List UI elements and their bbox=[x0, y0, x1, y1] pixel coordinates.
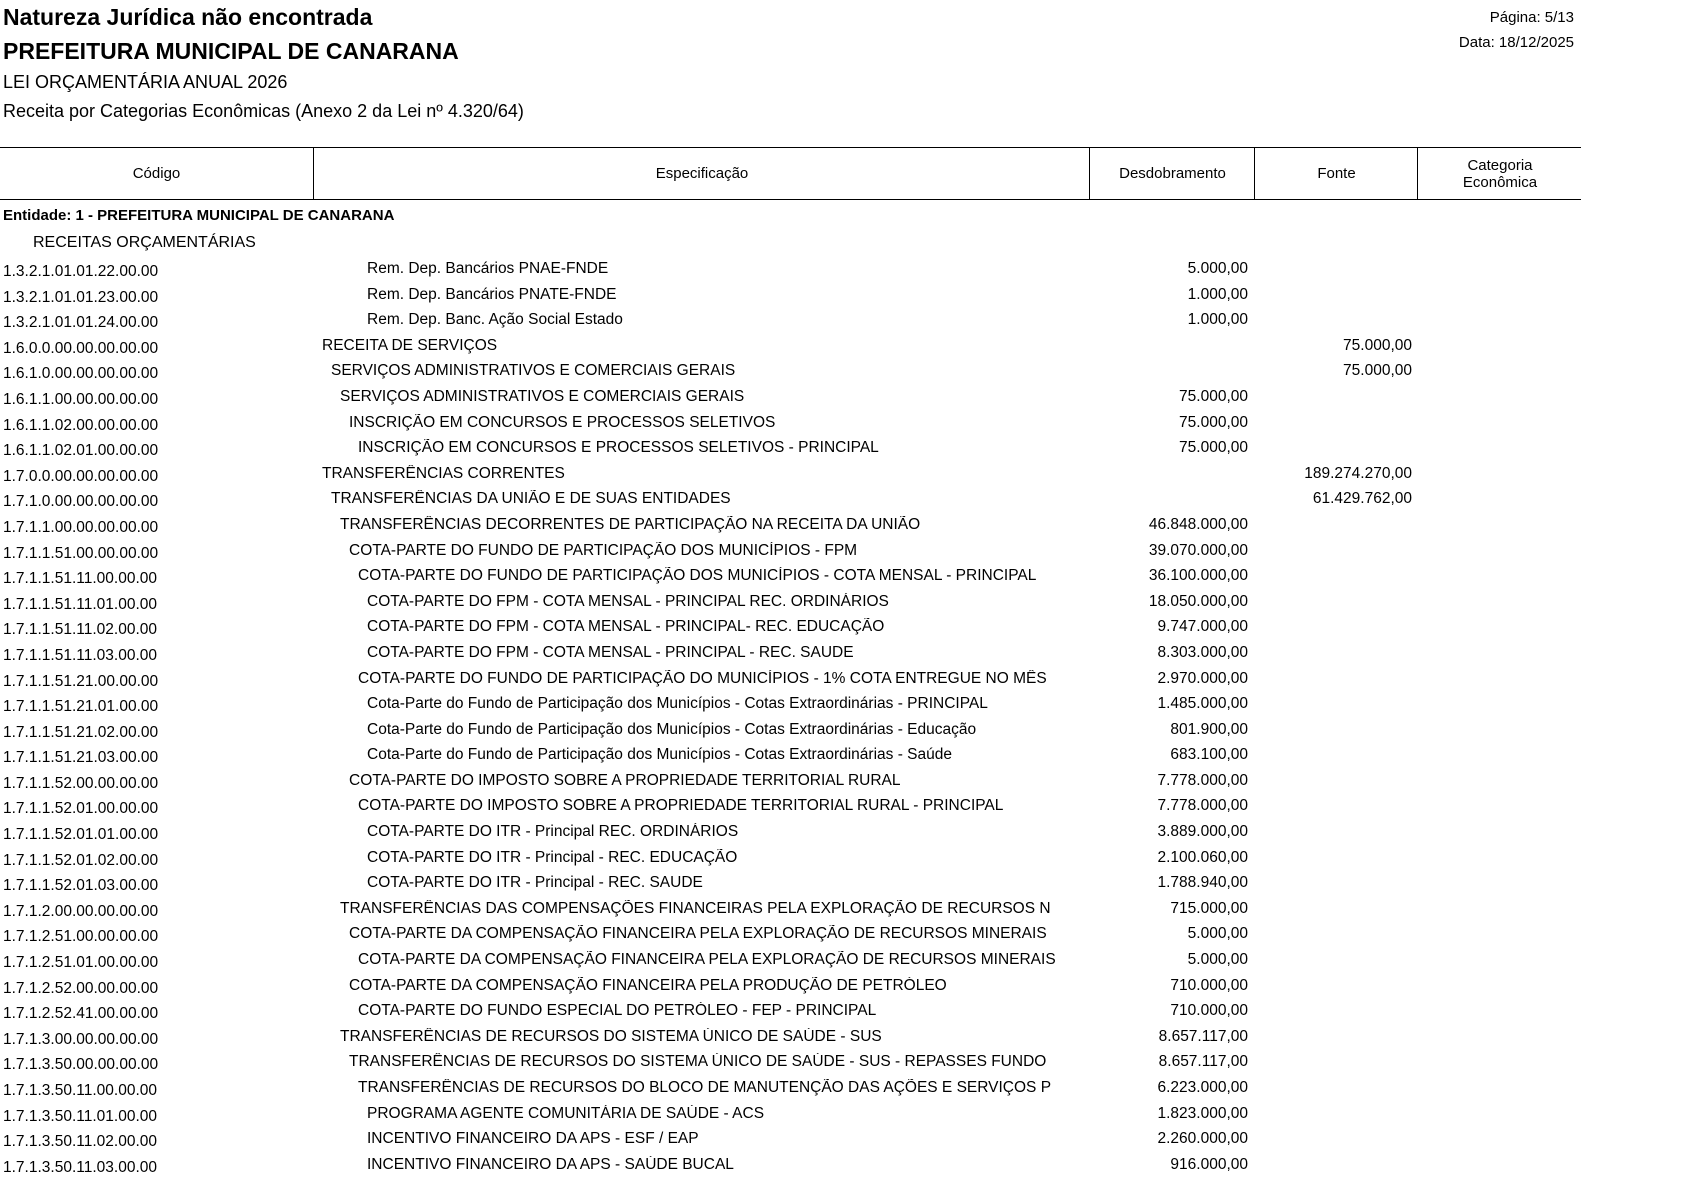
page-info bbox=[1459, 5, 1574, 55]
row-specification-text: COTA-PARTE DA COMPENSAÇÃO FINANCEIRA PELA EXPLORAÇÃO DE RECURSOS MINERAIS bbox=[349, 925, 1047, 943]
table-row bbox=[0, 335, 1684, 361]
column-header-categoria bbox=[1417, 148, 1582, 199]
row-desdobramento: 2.970.000,00 bbox=[1157, 669, 1248, 687]
row-code: 1.7.1.3.50.11.03.00.00 bbox=[3, 1158, 157, 1176]
row-desdobramento: 715.000,00 bbox=[1170, 899, 1248, 917]
row-code: 1.6.1.1.02.00.00.00.00 bbox=[3, 416, 159, 434]
row-desdobramento: 9.747.000,00 bbox=[1157, 618, 1248, 636]
row-code: 1.7.1.0.00.00.00.00.00 bbox=[3, 493, 159, 511]
row-code: 1.7.1.3.00.00.00.00.00 bbox=[3, 1030, 159, 1048]
row-desdobramento: 75.000,00 bbox=[1179, 439, 1248, 457]
row-specification-text: COTA-PARTE DO IMPOSTO SOBRE A PROPRIEDADE TERRITORIAL RURAL bbox=[349, 771, 901, 789]
table-row bbox=[0, 949, 1684, 975]
row-specification bbox=[340, 516, 1080, 534]
row-specification bbox=[367, 644, 1080, 662]
table-row bbox=[0, 744, 1684, 770]
table-row bbox=[0, 821, 1684, 847]
column-header-categoria-line2: Econômica bbox=[1462, 173, 1538, 191]
row-specification bbox=[340, 388, 1080, 406]
row-code: 1.3.2.1.01.01.23.00.00 bbox=[3, 288, 159, 306]
table-row bbox=[0, 898, 1684, 924]
row-code: 1.7.1.1.51.11.03.00.00 bbox=[3, 646, 157, 664]
table-row bbox=[0, 923, 1684, 949]
row-specification bbox=[367, 823, 1080, 841]
row-code: 1.7.1.3.50.11.02.00.00 bbox=[3, 1133, 157, 1151]
row-desdobramento: 916.000,00 bbox=[1170, 1155, 1248, 1173]
row-code: 1.6.1.0.00.00.00.00.00 bbox=[3, 365, 159, 383]
table-row bbox=[0, 719, 1684, 745]
row-fonte: 61.429.762,00 bbox=[1312, 490, 1412, 508]
row-specification-text: TRANSFERÊNCIAS DE RECURSOS DO SISTEMA ÚNICO DE SAÚDE - SUS - REPASSES FUNDO bbox=[349, 1053, 1047, 1071]
row-desdobramento: 5.000,00 bbox=[1187, 260, 1248, 277]
column-header-desdobramento: Desdobramento bbox=[1089, 148, 1255, 199]
row-specification bbox=[349, 414, 1080, 432]
row-specification-text: COTA-PARTE DO FUNDO DE PARTICIPAÇÃO DOS MUNICÍPIOS - FPM bbox=[349, 541, 858, 559]
row-desdobramento: 710.000,00 bbox=[1170, 976, 1248, 994]
row-code: 1.7.1.2.51.01.00.00.00 bbox=[3, 954, 159, 972]
column-header-especificacao: Especificação bbox=[313, 148, 1090, 199]
row-specification-text: COTA-PARTE DO FUNDO ESPECIAL DO PETRÓLEO - FEP - PRINCIPAL bbox=[358, 1002, 877, 1020]
row-code: 1.3.2.1.01.01.24.00.00 bbox=[3, 314, 159, 332]
table-row bbox=[0, 488, 1684, 514]
row-specification bbox=[322, 465, 1080, 483]
row-code: 1.7.1.1.51.00.00.00.00 bbox=[3, 544, 159, 562]
row-specification bbox=[322, 337, 1080, 355]
table-row bbox=[0, 770, 1684, 796]
table-row bbox=[0, 463, 1684, 489]
row-code: 1.7.1.1.51.11.02.00.00 bbox=[3, 621, 157, 639]
row-specification-text: SERVIÇOS ADMINISTRATIVOS E COMERCIAIS GERAIS bbox=[340, 387, 745, 405]
row-specification-text: TRANSFERÊNCIAS DE RECURSOS DO BLOCO DE MANUTENÇÃO DAS AÇÕES E SERVIÇOS P bbox=[358, 1079, 1052, 1096]
row-specification bbox=[367, 593, 1080, 611]
table-row bbox=[0, 975, 1684, 1001]
row-desdobramento: 39.070.000,00 bbox=[1148, 541, 1248, 559]
table-row bbox=[0, 847, 1684, 873]
entity-label: Entidade: 1 - PREFEITURA MUNICIPAL DE CANARANA bbox=[3, 207, 395, 224]
report-subtitle-receita: Receita por Categorias Econômicas (Anexo 2 da Lei nº 4.320/64) bbox=[3, 101, 524, 121]
row-specification bbox=[367, 1156, 1080, 1174]
column-header-fonte: Fonte bbox=[1254, 148, 1418, 199]
row-code: 1.7.1.1.52.01.01.00.00 bbox=[3, 826, 159, 844]
row-desdobramento: 75.000,00 bbox=[1179, 413, 1248, 431]
row-specification bbox=[367, 874, 1080, 892]
row-specification-text: COTA-PARTE DA COMPENSAÇÃO FINANCEIRA PELA EXPLORAÇÃO DE RECURSOS MINERAIS bbox=[358, 951, 1056, 969]
row-desdobramento: 18.050.000,00 bbox=[1148, 592, 1248, 610]
row-code: 1.6.0.0.00.00.00.00.00 bbox=[3, 339, 159, 357]
row-code: 1.7.1.1.00.00.00.00.00 bbox=[3, 518, 159, 536]
row-desdobramento: 1.823.000,00 bbox=[1157, 1104, 1248, 1122]
row-code: 1.6.1.1.02.01.00.00.00 bbox=[3, 442, 159, 460]
row-code: 1.7.1.1.51.21.01.00.00 bbox=[3, 698, 159, 716]
table-row bbox=[0, 1077, 1684, 1103]
row-code: 1.3.2.1.01.01.22.00.00 bbox=[3, 263, 159, 280]
row-specification-text: TRANSFERÊNCIAS CORRENTES bbox=[322, 464, 565, 482]
row-desdobramento: 75.000,00 bbox=[1179, 387, 1248, 405]
row-specification bbox=[349, 977, 1080, 995]
row-desdobramento: 36.100.000,00 bbox=[1148, 567, 1248, 585]
row-specification bbox=[340, 1028, 1080, 1046]
row-code: 1.7.1.2.52.41.00.00.00 bbox=[3, 1005, 159, 1023]
column-header-codigo: Código bbox=[132, 165, 181, 182]
row-code: 1.7.1.1.51.11.01.00.00 bbox=[3, 595, 157, 613]
row-specification-text: COTA-PARTE DA COMPENSAÇÃO FINANCEIRA PELA PRODUÇÃO DE PETRÓLEO bbox=[349, 976, 947, 994]
row-specification-text: Cota-Parte do Fundo de Participação dos Municípios - Cotas Extraordinárias - PRINCIPAL bbox=[367, 695, 988, 713]
row-specification bbox=[349, 772, 1080, 790]
table-header bbox=[0, 147, 1581, 200]
row-specification-text: COTA-PARTE DO FPM - COTA MENSAL - PRINCIPAL - REC. SAUDE bbox=[367, 643, 854, 661]
row-specification bbox=[367, 286, 1080, 304]
table-row bbox=[0, 514, 1684, 540]
table-row bbox=[0, 284, 1684, 310]
row-code: 1.7.0.0.00.00.00.00.00 bbox=[3, 467, 159, 485]
page-number: Página: 5/13 bbox=[1489, 9, 1574, 26]
row-specification-text: Cota-Parte do Fundo de Participação dos Municípios - Cotas Extraordinárias - Saúde bbox=[367, 746, 952, 764]
row-desdobramento: 6.223.000,00 bbox=[1157, 1079, 1248, 1096]
row-desdobramento: 8.303.000,00 bbox=[1157, 643, 1248, 661]
table-row bbox=[0, 1026, 1684, 1052]
row-desdobramento: 5.000,00 bbox=[1187, 951, 1248, 969]
row-code: 1.7.1.2.52.00.00.00.00 bbox=[3, 979, 159, 997]
row-desdobramento: 5.000,00 bbox=[1187, 925, 1248, 943]
table-row bbox=[0, 1103, 1684, 1129]
row-specification bbox=[367, 695, 1080, 713]
table-row bbox=[0, 258, 1684, 284]
row-specification-text: TRANSFERÊNCIAS DAS COMPENSAÇÕES FINANCEIRAS PELA EXPLORAÇÃO DE RECURSOS N bbox=[340, 899, 1051, 917]
report-title-prefeitura: PREFEITURA MUNICIPAL DE CANARANA bbox=[3, 38, 459, 64]
table-row bbox=[0, 1051, 1684, 1077]
row-code: 1.7.1.1.52.01.03.00.00 bbox=[3, 877, 159, 895]
row-specification-text: Cota-Parte do Fundo de Participação dos Municípios - Cotas Extraordinárias - Educação bbox=[367, 720, 977, 738]
row-specification-text: INCENTIVO FINANCEIRO DA APS - SAÚDE BUCAL bbox=[367, 1155, 734, 1173]
row-code: 1.7.1.3.50.11.01.00.00 bbox=[3, 1107, 157, 1125]
row-specification bbox=[367, 746, 1080, 764]
row-specification bbox=[367, 260, 1080, 278]
row-specification bbox=[358, 1002, 1080, 1020]
row-specification bbox=[367, 1105, 1080, 1123]
row-code: 1.7.1.1.52.01.02.00.00 bbox=[3, 851, 159, 869]
row-specification-text: INSCRIÇÃO EM CONCURSOS E PROCESSOS SELETIVOS - PRINCIPAL bbox=[358, 439, 879, 457]
row-desdobramento: 7.778.000,00 bbox=[1157, 797, 1248, 815]
row-specification bbox=[358, 951, 1080, 969]
report-date: Data: 18/12/2025 bbox=[1458, 34, 1574, 51]
row-specification-text: COTA-PARTE DO ITR - Principal - REC. EDUCAÇÃO bbox=[367, 848, 738, 866]
row-code: 1.6.1.1.00.00.00.00.00 bbox=[3, 390, 159, 408]
row-code: 1.7.1.2.00.00.00.00.00 bbox=[3, 902, 159, 920]
row-desdobramento: 1.000,00 bbox=[1187, 285, 1248, 303]
row-code: 1.7.1.2.51.00.00.00.00 bbox=[3, 928, 159, 946]
row-specification-text: Rem. Dep. Banc. Ação Social Estado bbox=[367, 311, 623, 329]
table-row bbox=[0, 668, 1684, 694]
row-desdobramento: 710.000,00 bbox=[1170, 1002, 1248, 1020]
row-desdobramento: 1.485.000,00 bbox=[1157, 695, 1248, 713]
table-row bbox=[0, 795, 1684, 821]
row-desdobramento: 7.778.000,00 bbox=[1157, 771, 1248, 789]
report-title-natureza: Natureza Jurídica não encontrada bbox=[3, 4, 373, 30]
row-desdobramento: 801.900,00 bbox=[1170, 720, 1248, 738]
row-specification-text: RECEITA DE SERVIÇOS bbox=[322, 336, 498, 354]
row-desdobramento: 46.848.000,00 bbox=[1148, 515, 1248, 533]
row-specification bbox=[367, 721, 1080, 739]
row-specification-text: TRANSFERÊNCIAS DE RECURSOS DO SISTEMA ÚNICO DE SAÚDE - SUS bbox=[340, 1027, 882, 1045]
row-specification bbox=[367, 849, 1080, 867]
row-desdobramento: 1.000,00 bbox=[1187, 311, 1248, 329]
table-row bbox=[0, 642, 1684, 668]
table-row bbox=[0, 872, 1684, 898]
row-specification-text: COTA-PARTE DO FPM - COTA MENSAL - PRINCIPAL REC. ORDINÁRIOS bbox=[367, 592, 889, 610]
row-specification-text: Rem. Dep. Bancários PNATE-FNDE bbox=[367, 285, 617, 303]
row-specification-text: Rem. Dep. Bancários PNAE-FNDE bbox=[367, 260, 609, 277]
table-row bbox=[0, 693, 1684, 719]
report-subtitle-lei: LEI ORÇAMENTÁRIA ANUAL 2026 bbox=[3, 72, 288, 92]
row-code: 1.7.1.1.52.01.00.00.00 bbox=[3, 800, 159, 818]
table-row bbox=[0, 1154, 1684, 1180]
row-specification bbox=[358, 567, 1080, 585]
row-desdobramento: 3.889.000,00 bbox=[1157, 823, 1248, 841]
row-desdobramento: 2.260.000,00 bbox=[1157, 1130, 1248, 1148]
table-row bbox=[0, 1000, 1684, 1026]
table-row bbox=[0, 309, 1684, 335]
row-code: 1.7.1.3.50.11.00.00.00 bbox=[3, 1082, 157, 1099]
row-code: 1.7.1.3.50.00.00.00.00 bbox=[3, 1056, 159, 1074]
row-specification bbox=[358, 797, 1080, 815]
row-specification-text: COTA-PARTE DO FPM - COTA MENSAL - PRINCIPAL- REC. EDUCAÇÃO bbox=[367, 618, 885, 636]
table-body bbox=[0, 258, 1684, 1179]
row-specification bbox=[331, 362, 1080, 380]
row-specification bbox=[358, 1079, 1080, 1097]
row-specification-text: COTA-PARTE DO FUNDO DE PARTICIPAÇÃO DO MUNICÍPIOS - 1% COTA ENTREGUE NO MÊS bbox=[358, 669, 1047, 687]
row-specification bbox=[340, 900, 1080, 918]
row-desdobramento: 2.100.060,00 bbox=[1157, 848, 1248, 866]
row-specification bbox=[349, 1053, 1080, 1071]
row-specification-text: INSCRIÇÃO EM CONCURSOS E PROCESSOS SELETIVOS bbox=[349, 413, 776, 431]
row-code: 1.7.1.1.51.21.03.00.00 bbox=[3, 749, 159, 767]
table-row bbox=[0, 437, 1684, 463]
table-row bbox=[0, 360, 1684, 386]
row-code: 1.7.1.1.51.11.00.00.00 bbox=[3, 570, 157, 588]
row-fonte: 75.000,00 bbox=[1343, 336, 1412, 354]
row-fonte: 75.000,00 bbox=[1343, 362, 1412, 380]
row-specification bbox=[349, 542, 1080, 560]
column-header-categoria-line1: Categoria bbox=[1467, 156, 1533, 174]
table-row bbox=[0, 591, 1684, 617]
table-row bbox=[0, 412, 1684, 438]
row-desdobramento: 1.788.940,00 bbox=[1157, 874, 1248, 892]
row-specification-text: INCENTIVO FINANCEIRO DA APS - ESF / EAP bbox=[367, 1130, 699, 1148]
table-row bbox=[0, 540, 1684, 566]
section-label: RECEITAS ORÇAMENTÁRIAS bbox=[33, 234, 256, 251]
table-row bbox=[0, 1128, 1684, 1154]
row-code: 1.7.1.1.51.21.00.00.00 bbox=[3, 672, 159, 690]
row-specification-text: COTA-PARTE DO ITR - Principal REC. ORDINÁRIOS bbox=[367, 823, 739, 841]
row-desdobramento: 8.657.117,00 bbox=[1158, 1053, 1248, 1071]
table-row bbox=[0, 565, 1684, 591]
row-specification bbox=[358, 439, 1080, 457]
row-code: 1.7.1.1.52.00.00.00.00 bbox=[3, 774, 159, 792]
row-specification-text: COTA-PARTE DO IMPOSTO SOBRE A PROPRIEDADE TERRITORIAL RURAL - PRINCIPAL bbox=[358, 797, 1004, 815]
row-fonte: 189.274.270,00 bbox=[1304, 464, 1412, 482]
row-specification-text: TRANSFERÊNCIAS DA UNIÃO E DE SUAS ENTIDADES bbox=[331, 490, 731, 508]
row-specification-text: COTA-PARTE DO FUNDO DE PARTICIPAÇÃO DOS MUNICÍPIOS - COTA MENSAL - PRINCIPAL bbox=[358, 567, 1037, 585]
row-specification-text: COTA-PARTE DO ITR - Principal - REC. SAUDE bbox=[367, 874, 703, 892]
row-desdobramento: 8.657.117,00 bbox=[1158, 1027, 1248, 1045]
table-row bbox=[0, 386, 1684, 412]
row-specification bbox=[367, 311, 1080, 329]
row-specification-text: PROGRAMA AGENTE COMUNITÁRIA DE SAÚDE - ACS bbox=[367, 1104, 765, 1122]
row-specification bbox=[349, 925, 1080, 943]
row-specification-text: TRANSFERÊNCIAS DECORRENTES DE PARTICIPAÇÃO NA RECEITA DA UNIÃO bbox=[340, 515, 921, 533]
row-specification bbox=[331, 490, 1080, 508]
row-specification bbox=[367, 618, 1080, 636]
row-specification bbox=[367, 1130, 1080, 1148]
row-specification bbox=[358, 670, 1080, 688]
row-code: 1.7.1.1.51.21.02.00.00 bbox=[3, 723, 159, 741]
table-row bbox=[0, 616, 1684, 642]
row-specification-text: SERVIÇOS ADMINISTRATIVOS E COMERCIAIS GERAIS bbox=[331, 362, 736, 380]
row-desdobramento: 683.100,00 bbox=[1170, 746, 1248, 764]
